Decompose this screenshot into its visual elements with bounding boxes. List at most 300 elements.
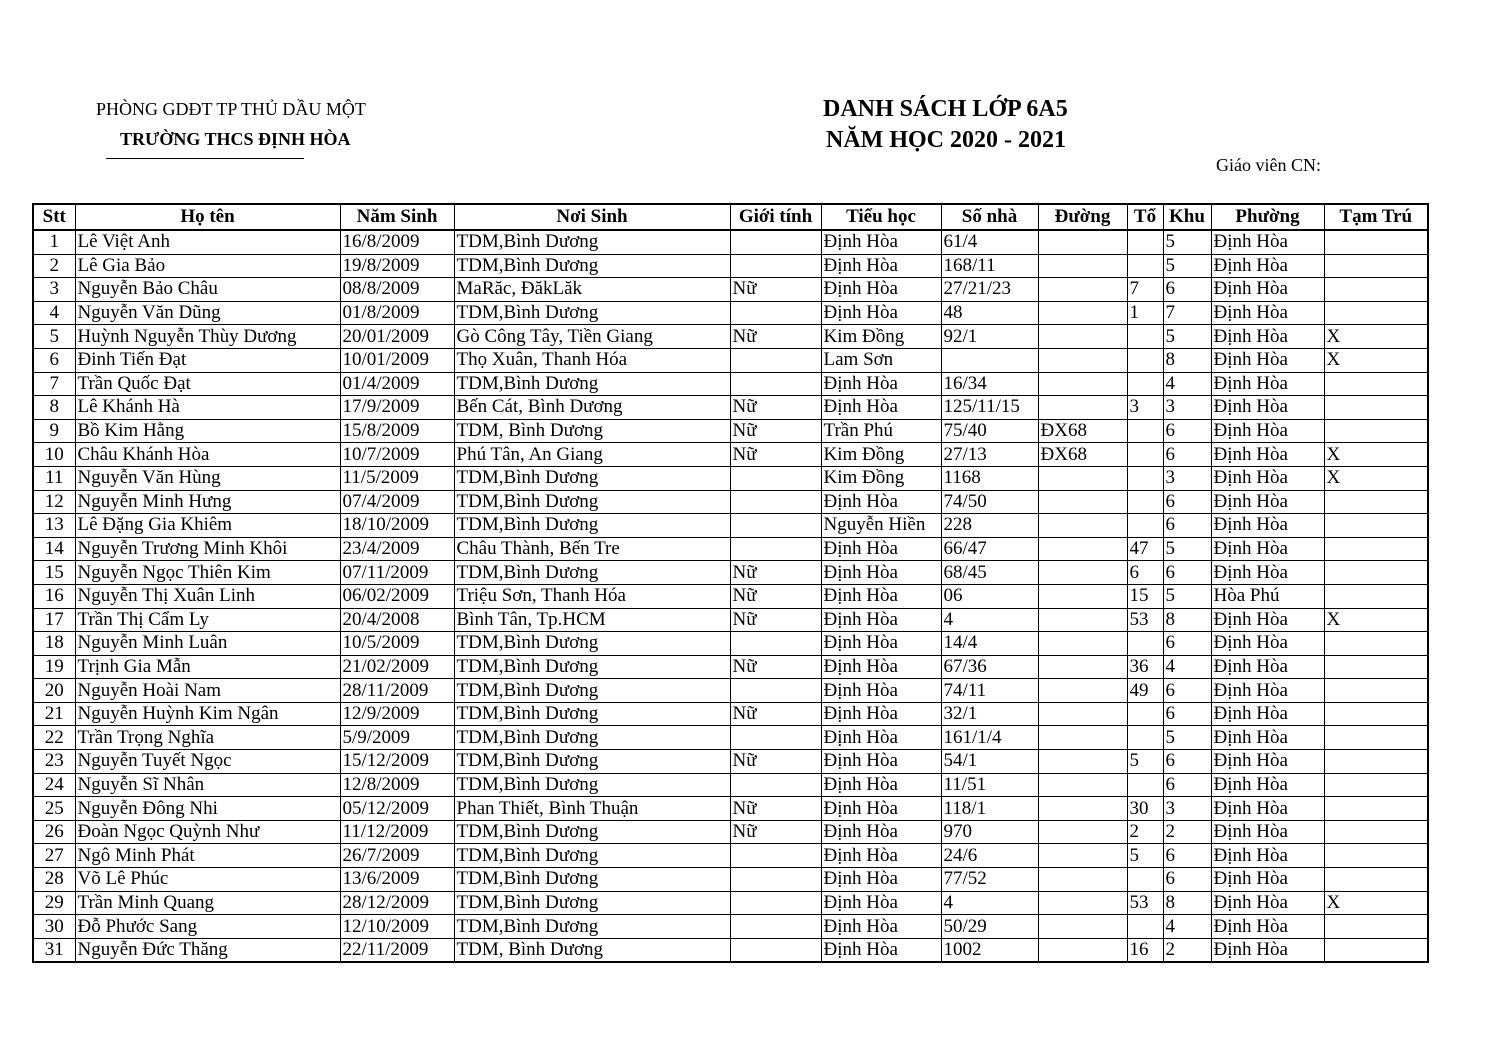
cell-birth-date: 08/8/2009 <box>340 278 454 302</box>
cell-group: 49 <box>1127 679 1163 703</box>
cell-group: 30 <box>1127 797 1163 821</box>
cell-zone: 8 <box>1163 891 1211 915</box>
cell-full-name: Nguyễn Văn Dũng <box>75 301 340 325</box>
table-row <box>33 750 1428 774</box>
cell-zone: 6 <box>1163 702 1211 726</box>
cell-primary-school: Định Hòa <box>821 655 941 679</box>
table-row <box>33 797 1428 821</box>
cell-ward: Định Hòa <box>1211 797 1324 821</box>
cell-ward: Định Hòa <box>1211 726 1324 750</box>
cell-birth-date: 20/01/2009 <box>340 325 454 349</box>
cell-full-name: Bồ Kim Hằng <box>75 419 340 443</box>
cell-gender: Nữ <box>730 702 821 726</box>
cell-temporary-residence <box>1324 820 1428 844</box>
cell-gender <box>730 868 821 892</box>
cell-primary-school: Định Hòa <box>821 632 941 656</box>
cell-ward: Định Hòa <box>1211 490 1324 514</box>
cell-street <box>1038 301 1127 325</box>
column-header-birth-date: Năm Sinh <box>340 204 454 230</box>
cell-birth-date: 28/11/2009 <box>340 679 454 703</box>
cell-gender <box>730 254 821 278</box>
cell-temporary-residence <box>1324 679 1428 703</box>
cell-stt: 24 <box>33 773 75 797</box>
cell-full-name: Nguyễn Thị Xuân Linh <box>75 584 340 608</box>
cell-street <box>1038 844 1127 868</box>
cell-gender <box>730 915 821 939</box>
cell-group: 3 <box>1127 396 1163 420</box>
cell-zone: 6 <box>1163 443 1211 467</box>
cell-primary-school: Định Hòa <box>821 820 941 844</box>
cell-ward: Hòa Phú <box>1211 584 1324 608</box>
cell-birth-place: TDM,Bình Dương <box>454 655 730 679</box>
cell-temporary-residence <box>1324 230 1428 254</box>
cell-full-name: Võ Lê Phúc <box>75 868 340 892</box>
cell-birth-date: 12/9/2009 <box>340 702 454 726</box>
cell-primary-school: Định Hòa <box>821 915 941 939</box>
cell-primary-school: Định Hòa <box>821 702 941 726</box>
cell-temporary-residence <box>1324 372 1428 396</box>
cell-street <box>1038 278 1127 302</box>
cell-full-name: Nguyễn Huỳnh Kim Ngân <box>75 702 340 726</box>
cell-stt: 30 <box>33 915 75 939</box>
cell-stt: 28 <box>33 868 75 892</box>
cell-gender <box>730 938 821 962</box>
cell-house-number: 1168 <box>941 466 1038 490</box>
cell-primary-school: Lam Sơn <box>821 348 941 372</box>
column-header-gender: Giới tính <box>730 204 821 230</box>
cell-full-name: Nguyễn Văn Hùng <box>75 466 340 490</box>
cell-birth-date: 12/8/2009 <box>340 773 454 797</box>
cell-full-name: Nguyễn Đông Nhi <box>75 797 340 821</box>
cell-birth-place: Bến Cát, Bình Dương <box>454 396 730 420</box>
cell-street <box>1038 584 1127 608</box>
cell-primary-school: Định Hòa <box>821 372 941 396</box>
cell-house-number: 168/11 <box>941 254 1038 278</box>
cell-ward: Định Hòa <box>1211 396 1324 420</box>
cell-birth-place: TDM,Bình Dương <box>454 820 730 844</box>
cell-group <box>1127 490 1163 514</box>
cell-birth-place: TDM,Bình Dương <box>454 702 730 726</box>
cell-birth-date: 10/01/2009 <box>340 348 454 372</box>
cell-zone: 2 <box>1163 938 1211 962</box>
cell-birth-place: TDM,Bình Dương <box>454 679 730 703</box>
cell-full-name: Lê Khánh Hà <box>75 396 340 420</box>
class-list-table <box>32 203 1429 963</box>
cell-full-name: Nguyễn Sĩ Nhân <box>75 773 340 797</box>
cell-birth-place: TDM,Bình Dương <box>454 561 730 585</box>
cell-temporary-residence <box>1324 419 1428 443</box>
header-underline <box>106 158 304 159</box>
cell-full-name: Nguyễn Minh Hưng <box>75 490 340 514</box>
cell-full-name: Trịnh Gia Mẫn <box>75 655 340 679</box>
table-header-row <box>33 204 1428 230</box>
cell-zone: 6 <box>1163 868 1211 892</box>
cell-primary-school: Kim Đồng <box>821 325 941 349</box>
cell-primary-school: Định Hòa <box>821 938 941 962</box>
cell-zone: 5 <box>1163 726 1211 750</box>
cell-birth-place: TDM,Bình Dương <box>454 514 730 538</box>
cell-stt: 14 <box>33 537 75 561</box>
cell-ward: Định Hòa <box>1211 820 1324 844</box>
cell-zone: 4 <box>1163 372 1211 396</box>
cell-house-number: 27/13 <box>941 443 1038 467</box>
cell-full-name: Trần Thị Cẩm Ly <box>75 608 340 632</box>
cell-temporary-residence <box>1324 726 1428 750</box>
cell-full-name: Nguyễn Minh Luân <box>75 632 340 656</box>
cell-birth-place: TDM,Bình Dương <box>454 868 730 892</box>
cell-group: 53 <box>1127 891 1163 915</box>
cell-stt: 9 <box>33 419 75 443</box>
table-row <box>33 348 1428 372</box>
cell-group <box>1127 348 1163 372</box>
cell-gender <box>730 891 821 915</box>
cell-gender <box>730 773 821 797</box>
cell-primary-school: Định Hòa <box>821 608 941 632</box>
cell-street <box>1038 655 1127 679</box>
cell-stt: 21 <box>33 702 75 726</box>
cell-birth-date: 10/5/2009 <box>340 632 454 656</box>
cell-temporary-residence <box>1324 750 1428 774</box>
column-header-street: Đường <box>1038 204 1127 230</box>
table-row <box>33 419 1428 443</box>
cell-birth-place: TDM,Bình Dương <box>454 726 730 750</box>
cell-temporary-residence <box>1324 797 1428 821</box>
cell-full-name: Lê Gia Bảo <box>75 254 340 278</box>
cell-house-number: 228 <box>941 514 1038 538</box>
cell-zone: 3 <box>1163 396 1211 420</box>
cell-zone: 5 <box>1163 254 1211 278</box>
cell-street <box>1038 726 1127 750</box>
cell-birth-date: 01/4/2009 <box>340 372 454 396</box>
cell-stt: 18 <box>33 632 75 656</box>
cell-gender <box>730 466 821 490</box>
cell-group: 1 <box>1127 301 1163 325</box>
cell-birth-date: 06/02/2009 <box>340 584 454 608</box>
cell-gender <box>730 726 821 750</box>
cell-ward: Định Hòa <box>1211 632 1324 656</box>
cell-birth-place: TDM,Bình Dương <box>454 773 730 797</box>
cell-zone: 6 <box>1163 514 1211 538</box>
cell-street: ĐX68 <box>1038 443 1127 467</box>
cell-house-number: 61/4 <box>941 230 1038 254</box>
cell-birth-date: 26/7/2009 <box>340 844 454 868</box>
cell-full-name: Trần Trọng Nghĩa <box>75 726 340 750</box>
cell-stt: 15 <box>33 561 75 585</box>
cell-ward: Định Hòa <box>1211 254 1324 278</box>
cell-stt: 20 <box>33 679 75 703</box>
cell-house-number: 32/1 <box>941 702 1038 726</box>
department-name: PHÒNG GDĐT TP THỦ DẦU MỘT <box>96 99 366 119</box>
cell-zone: 6 <box>1163 750 1211 774</box>
cell-street <box>1038 466 1127 490</box>
cell-stt: 31 <box>33 938 75 962</box>
cell-birth-place: TDM,Bình Dương <box>454 632 730 656</box>
table-row <box>33 301 1428 325</box>
cell-street <box>1038 891 1127 915</box>
table-row <box>33 655 1428 679</box>
cell-primary-school: Định Hòa <box>821 891 941 915</box>
cell-street <box>1038 396 1127 420</box>
cell-birth-date: 11/5/2009 <box>340 466 454 490</box>
cell-birth-date: 10/7/2009 <box>340 443 454 467</box>
cell-stt: 25 <box>33 797 75 821</box>
cell-house-number: 75/40 <box>941 419 1038 443</box>
cell-gender: Nữ <box>730 419 821 443</box>
cell-birth-place: TDM,Bình Dương <box>454 254 730 278</box>
cell-birth-place: TDM,Bình Dương <box>454 750 730 774</box>
cell-full-name: Lê Việt Anh <box>75 230 340 254</box>
cell-temporary-residence: X <box>1324 325 1428 349</box>
cell-house-number: 50/29 <box>941 915 1038 939</box>
cell-gender <box>730 632 821 656</box>
cell-zone: 7 <box>1163 301 1211 325</box>
cell-group <box>1127 773 1163 797</box>
cell-primary-school: Định Hòa <box>821 868 941 892</box>
cell-birth-place: TDM,Bình Dương <box>454 891 730 915</box>
cell-street <box>1038 348 1127 372</box>
cell-birth-place: TDM,Bình Dương <box>454 230 730 254</box>
cell-group: 47 <box>1127 537 1163 561</box>
cell-ward: Định Hòa <box>1211 278 1324 302</box>
cell-zone: 8 <box>1163 608 1211 632</box>
cell-ward: Định Hòa <box>1211 679 1324 703</box>
cell-zone: 5 <box>1163 584 1211 608</box>
cell-stt: 23 <box>33 750 75 774</box>
table-row <box>33 537 1428 561</box>
cell-zone: 6 <box>1163 632 1211 656</box>
cell-full-name: Nguyễn Hoài Nam <box>75 679 340 703</box>
cell-primary-school: Định Hòa <box>821 254 941 278</box>
cell-primary-school: Định Hòa <box>821 396 941 420</box>
cell-stt: 29 <box>33 891 75 915</box>
cell-birth-date: 12/10/2009 <box>340 915 454 939</box>
cell-gender <box>730 679 821 703</box>
cell-group <box>1127 868 1163 892</box>
cell-temporary-residence <box>1324 915 1428 939</box>
table-row <box>33 443 1428 467</box>
cell-birth-place: TDM,Bình Dương <box>454 490 730 514</box>
cell-stt: 7 <box>33 372 75 396</box>
cell-full-name: Nguyễn Đức Thăng <box>75 938 340 962</box>
cell-ward: Định Hòa <box>1211 230 1324 254</box>
cell-gender: Nữ <box>730 561 821 585</box>
cell-stt: 6 <box>33 348 75 372</box>
cell-street <box>1038 325 1127 349</box>
cell-zone: 8 <box>1163 348 1211 372</box>
cell-stt: 19 <box>33 655 75 679</box>
cell-stt: 5 <box>33 325 75 349</box>
cell-stt: 2 <box>33 254 75 278</box>
cell-street <box>1038 561 1127 585</box>
cell-ward: Định Hòa <box>1211 514 1324 538</box>
cell-house-number: 4 <box>941 891 1038 915</box>
cell-street <box>1038 537 1127 561</box>
document-title: DANH SÁCH LỚP 6A5 <box>823 96 1068 122</box>
cell-house-number: 54/1 <box>941 750 1038 774</box>
column-header-temporary-residence: Tạm Trú <box>1324 204 1428 230</box>
cell-zone: 5 <box>1163 230 1211 254</box>
cell-gender: Nữ <box>730 608 821 632</box>
cell-house-number: 4 <box>941 608 1038 632</box>
cell-ward: Định Hòa <box>1211 443 1324 467</box>
cell-temporary-residence <box>1324 514 1428 538</box>
table-row <box>33 325 1428 349</box>
cell-temporary-residence <box>1324 632 1428 656</box>
cell-full-name: Châu Khánh Hòa <box>75 443 340 467</box>
cell-group: 53 <box>1127 608 1163 632</box>
cell-birth-date: 01/8/2009 <box>340 301 454 325</box>
cell-birth-place: Gò Công Tây, Tiền Giang <box>454 325 730 349</box>
cell-house-number: 67/36 <box>941 655 1038 679</box>
cell-zone: 2 <box>1163 820 1211 844</box>
cell-temporary-residence <box>1324 396 1428 420</box>
cell-house-number <box>941 348 1038 372</box>
table-row <box>33 396 1428 420</box>
cell-ward: Định Hòa <box>1211 466 1324 490</box>
cell-group: 16 <box>1127 938 1163 962</box>
cell-temporary-residence: X <box>1324 443 1428 467</box>
cell-group <box>1127 325 1163 349</box>
cell-stt: 11 <box>33 466 75 490</box>
cell-group: 36 <box>1127 655 1163 679</box>
cell-stt: 22 <box>33 726 75 750</box>
cell-street <box>1038 514 1127 538</box>
column-header-ward: Phường <box>1211 204 1324 230</box>
table-row <box>33 820 1428 844</box>
cell-primary-school: Định Hòa <box>821 679 941 703</box>
cell-group <box>1127 632 1163 656</box>
column-header-house-number: Số nhà <box>941 204 1038 230</box>
cell-birth-date: 5/9/2009 <box>340 726 454 750</box>
cell-zone: 3 <box>1163 797 1211 821</box>
table-row <box>33 561 1428 585</box>
cell-ward: Định Hòa <box>1211 844 1324 868</box>
cell-stt: 17 <box>33 608 75 632</box>
table-row <box>33 891 1428 915</box>
cell-temporary-residence: X <box>1324 348 1428 372</box>
school-name: TRƯỜNG THCS ĐỊNH HÒA <box>120 129 351 149</box>
cell-zone: 4 <box>1163 655 1211 679</box>
cell-primary-school: Định Hòa <box>821 750 941 774</box>
cell-birth-date: 20/4/2008 <box>340 608 454 632</box>
cell-house-number: 970 <box>941 820 1038 844</box>
cell-primary-school: Định Hòa <box>821 797 941 821</box>
cell-stt: 13 <box>33 514 75 538</box>
cell-full-name: Lê Đặng Gia Khiêm <box>75 514 340 538</box>
cell-full-name: Đoàn Ngọc Quỳnh Như <box>75 820 340 844</box>
cell-birth-place: TDM,Bình Dương <box>454 301 730 325</box>
table-row <box>33 490 1428 514</box>
cell-group: 5 <box>1127 750 1163 774</box>
column-header-full-name: Họ tên <box>75 204 340 230</box>
cell-primary-school: Định Hòa <box>821 490 941 514</box>
cell-group <box>1127 915 1163 939</box>
table-row <box>33 702 1428 726</box>
cell-birth-date: 15/8/2009 <box>340 419 454 443</box>
cell-street <box>1038 608 1127 632</box>
cell-temporary-residence: X <box>1324 891 1428 915</box>
cell-street <box>1038 230 1127 254</box>
cell-house-number: 92/1 <box>941 325 1038 349</box>
cell-street <box>1038 750 1127 774</box>
cell-ward: Định Hòa <box>1211 301 1324 325</box>
cell-group <box>1127 254 1163 278</box>
cell-group: 6 <box>1127 561 1163 585</box>
cell-house-number: 27/21/23 <box>941 278 1038 302</box>
cell-ward: Định Hòa <box>1211 750 1324 774</box>
cell-birth-date: 23/4/2009 <box>340 537 454 561</box>
table-row <box>33 514 1428 538</box>
cell-temporary-residence <box>1324 537 1428 561</box>
cell-primary-school: Định Hòa <box>821 584 941 608</box>
cell-primary-school: Kim Đồng <box>821 466 941 490</box>
cell-street <box>1038 773 1127 797</box>
cell-stt: 10 <box>33 443 75 467</box>
cell-zone: 6 <box>1163 419 1211 443</box>
table-row <box>33 254 1428 278</box>
cell-group <box>1127 419 1163 443</box>
cell-gender <box>730 844 821 868</box>
cell-birth-date: 17/9/2009 <box>340 396 454 420</box>
cell-house-number: 48 <box>941 301 1038 325</box>
cell-gender <box>730 230 821 254</box>
cell-ward: Định Hòa <box>1211 608 1324 632</box>
cell-primary-school: Định Hòa <box>821 844 941 868</box>
table-row <box>33 679 1428 703</box>
cell-house-number: 1002 <box>941 938 1038 962</box>
cell-street <box>1038 820 1127 844</box>
cell-house-number: 24/6 <box>941 844 1038 868</box>
cell-primary-school: Định Hòa <box>821 561 941 585</box>
table-row <box>33 466 1428 490</box>
cell-ward: Định Hòa <box>1211 325 1324 349</box>
cell-stt: 26 <box>33 820 75 844</box>
cell-ward: Định Hòa <box>1211 868 1324 892</box>
cell-street: ĐX68 <box>1038 419 1127 443</box>
cell-primary-school: Định Hòa <box>821 278 941 302</box>
cell-house-number: 125/11/15 <box>941 396 1038 420</box>
cell-temporary-residence <box>1324 773 1428 797</box>
cell-gender <box>730 372 821 396</box>
cell-house-number: 14/4 <box>941 632 1038 656</box>
cell-gender <box>730 514 821 538</box>
cell-gender: Nữ <box>730 750 821 774</box>
cell-house-number: 118/1 <box>941 797 1038 821</box>
cell-ward: Định Hòa <box>1211 702 1324 726</box>
cell-group <box>1127 514 1163 538</box>
cell-primary-school: Trần Phú <box>821 419 941 443</box>
cell-full-name: Đỗ Phước Sang <box>75 915 340 939</box>
column-header-zone: Khu <box>1163 204 1211 230</box>
table-row <box>33 632 1428 656</box>
cell-birth-date: 13/6/2009 <box>340 868 454 892</box>
cell-primary-school: Nguyễn Hiền <box>821 514 941 538</box>
table-row <box>33 844 1428 868</box>
cell-ward: Định Hòa <box>1211 419 1324 443</box>
cell-temporary-residence <box>1324 938 1428 962</box>
cell-gender: Nữ <box>730 797 821 821</box>
cell-zone: 5 <box>1163 325 1211 349</box>
table-row <box>33 372 1428 396</box>
cell-birth-date: 22/11/2009 <box>340 938 454 962</box>
table-row <box>33 278 1428 302</box>
cell-gender: Nữ <box>730 396 821 420</box>
cell-stt: 4 <box>33 301 75 325</box>
cell-group <box>1127 230 1163 254</box>
cell-zone: 6 <box>1163 679 1211 703</box>
cell-house-number: 74/50 <box>941 490 1038 514</box>
cell-full-name: Nguyễn Bảo Châu <box>75 278 340 302</box>
